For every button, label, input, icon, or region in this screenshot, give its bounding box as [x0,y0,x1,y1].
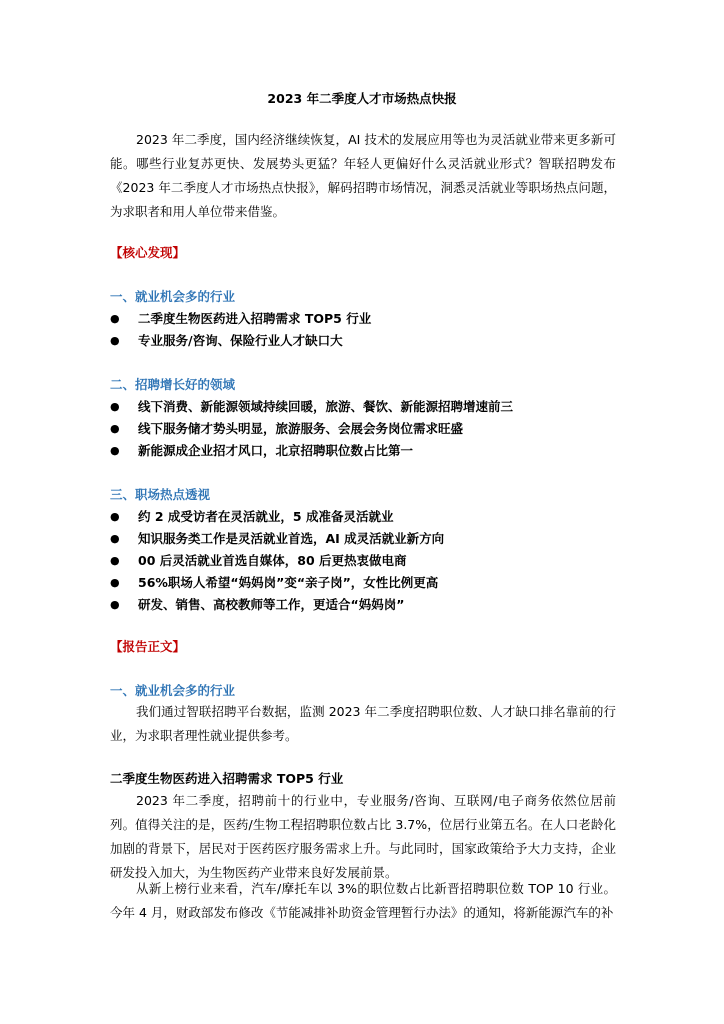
section-heading-industries: 一、就业机会多的行业 [110,289,236,304]
body-paragraph: 2023 年二季度，招聘前十的行业中，专业服务/咨询、互联网/电子商务依然位居前列。值得关注的是，医药/生物工程招聘职位数占比 3.7%，位居行业第五名。在人口老龄化加剧的背景下，居民对于医药医疗服务需求上升。与此同时，国家政策给予大力支持，企业研发投入加大，为生物医药产业带来良好发展前景。 [110,793,616,880]
bullet-icon: ● [110,598,120,611]
subheading-biomedicine: 二季度生物医药进入招聘需求 TOP5 行业 [110,771,344,786]
report-section-heading-industries: 一、就业机会多的行业 [110,683,236,698]
document-page: 2023 年二季度人才市场热点快报 2023 年二季度，国内经济继续恢复，AI 技术的发展应用等也为灵活就业带来更多新可能。哪些行业复苏更快、发展势头更猛？年轻人更偏好什么灵活就业形式？智联招聘发布《2023 年二季度人才市场热点快报》，解码招聘市场情况，洞悉灵活就业等职场热点问题，为求职者和用人单位带来借鉴。 【核心发现】 一、就业机会多的行业 ● 二季度生物医药进入招聘需求 TOP5 行业 ● 专业服务/咨询、保险行业人才缺口大 二、招聘增长好的领域 ● 线下消费、新能源领域持续回暖，旅游、餐饮、新能源招聘增速前三 ● 线下服务储才势头明显，旅游服务、会展会务岗位需求旺盛 ● 新能源成企业招才风口，北京招聘职位数占比第一 三、职场热点透视 ● 约 2 成受访者在灵活就业，5 成准备灵活就业 ● 知识服务类工作是灵活就业首选，AI 成灵活就业新方向 ● 00 后灵活就业首选自媒体，80 后更热衷做电商 ● 56%职场人希望“妈妈岗”变“亲子岗”，女性比例更高 ● 研发、销售、高校教师等工作，更适合“妈妈岗” 【报告正文】 一、就业机会多的行业 我们通过智联招聘平台数据，监测 2023 年二季度招聘职位数、人才缺口排名靠前的行业，为求职者理性就业提供参考。 二季度生物医药进入招聘需求 TOP5 行业 2023 年二季度，招聘前十的行业中，专业服务/咨询、互联网/电子商务依然位居前列。值得关注的是，医药/生物工程招聘职位数占比 3.7%，位居行业第五名。在人口老龄化加剧的背景下，居民对于医药医疗服务需求上升。与此同时，国家政策给予大力支持，企业研发投入加大，为生物医药产业带来良好发展前景。 从新上榜行业来看，汽车/摩托车以 3%的职位数占比新晋招聘职位数 TOP 10 行业。今年 4 月，财政部发布修改《节能减排补助资金管理暂行办法》的通知，将新能源汽车的补 [0,0,724,1024]
bullet-icon: ● [110,532,120,545]
section-heading-hotspots: 三、职场热点透视 [110,487,211,502]
bullet-icon: ● [110,510,120,523]
page-title: 2023 年二季度人才市场热点快报 [267,91,457,106]
intro-paragraph: 2023 年二季度，国内经济继续恢复，AI 技术的发展应用等也为灵活就业带来更多新可能。哪些行业复苏更快、发展势头更猛？年轻人更偏好什么灵活就业形式？智联招聘发布《2023 年二季度人才市场热点快报》，解码招聘市场情况，洞悉灵活就业等职场热点问题，为求职者和用人单位带来借鉴。 [110,132,616,219]
bullet-icon: ● [110,334,120,347]
bullet-icon: ● [110,400,120,413]
bullet-icon: ● [110,576,120,589]
bullet-icon: ● [110,444,120,457]
bullet-icon: ● [110,422,120,435]
report-section-intro: 我们通过智联招聘平台数据，监测 2023 年二季度招聘职位数、人才缺口排名靠前的行业，为求职者理性就业提供参考。 [110,704,616,743]
report-body-label: 【报告正文】 [110,639,186,654]
section-heading-growth: 二、招聘增长好的领域 [110,377,236,392]
body-paragraph: 从新上榜行业来看，汽车/摩托车以 3%的职位数占比新晋招聘职位数 TOP 10 行业。今年 4 月，财政部发布修改《节能减排补助资金管理暂行办法》的通知，将新能源汽车的补 [110,881,616,920]
bullet-icon: ● [110,312,120,325]
bullet-icon: ● [110,554,120,567]
core-findings-label: 【核心发现】 [110,245,186,260]
